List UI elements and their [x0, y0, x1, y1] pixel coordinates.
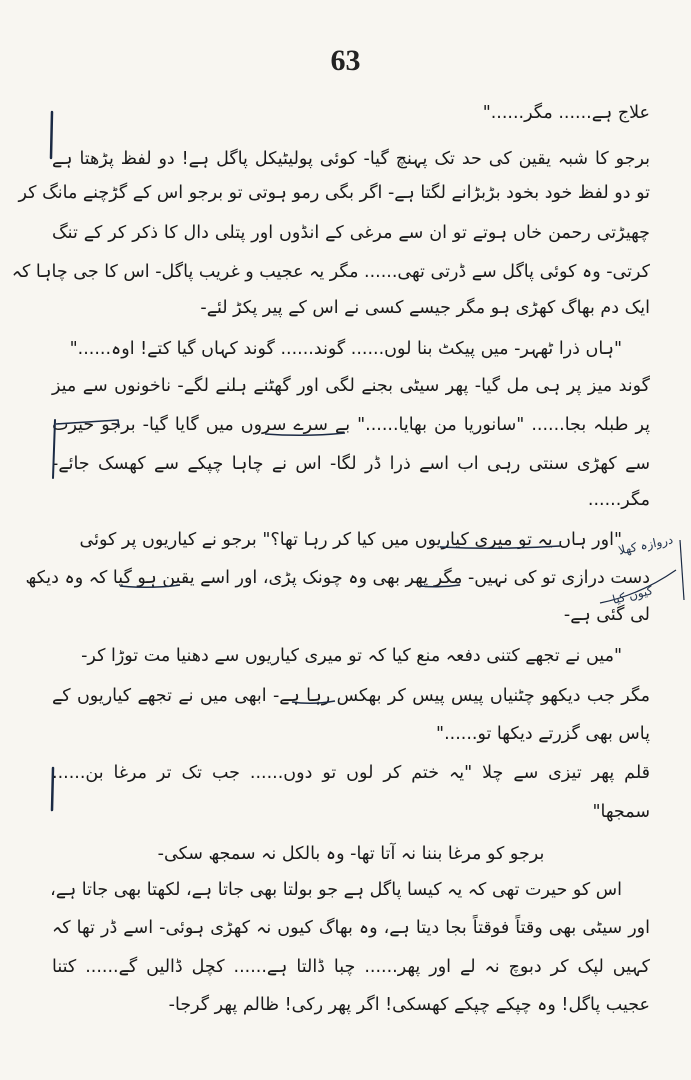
text-line: لی گئی ہے- — [563, 605, 650, 625]
text-line: کرتی- وہ کوئی پاگل سے ڈرتی تھی...... مگر یہ عجیب و غریب پاگل- اس کا جی چاہا کہ — [11, 262, 650, 282]
text-line: دست درازی تو کی نہیں- مگر پھر بھی وہ چونک پڑی، اور اسے یقین ہو گیا کہ وہ دیکھ — [25, 568, 650, 588]
text-line: اور سیٹی بھی وقتاً فوقتاً بجا دیتا ہے، وہ بھاگ کیوں نہ کھڑی ہوئی- اسے ڈر تھا کہ — [52, 918, 650, 938]
text-line: برجو کو مرغا بننا نہ آتا تھا- وہ بالکل نہ سمجھ سکی- — [157, 844, 545, 864]
text-line: مگر جب دیکھو چٹنیاں پیس پیس کر بھکس رہا ہے- ابھی میں نے تجھے کیاریوں کے — [52, 686, 650, 706]
text-line: پر طبلہ بجا...... "سانوریا من بھایا......" بے سرے سروں میں گایا گیا- برجو حیرت — [52, 415, 650, 435]
text-line: "میں نے تجھے کتنی دفعہ منع کیا کہ تو میری کیاریوں سے دھنیا مت توڑا کر- — [81, 646, 622, 666]
text-line: سے کھڑی سنتی رہی اب اسے ذرا ڈر لگا- اس نے چاہا چپکے سے کھسک جائے- — [52, 454, 650, 474]
text-line: گوند میز پر ہی مل گیا- پھر سیٹی بجنے لگی اور گھٹنے ہلنے لگے- ناخونوں سے میز — [52, 376, 650, 396]
text-line: برجو کا شبہ یقین کی حد تک پہنچ گیا- کوئی پولیٹیکل پاگل ہے! دو لفظ پڑھتا ہے — [52, 149, 650, 169]
text-line: تو دو لفظ خود بخود بڑبڑانے لگتا ہے- اگر بگی رمو ہوتی تو برجو اس کے گڑچنے مانگ کر — [18, 183, 650, 203]
text-line: مگر...... — [587, 490, 650, 510]
margin-note: کیوں کیا — [610, 583, 655, 607]
text-line: قلم پھر تیزی سے چلا "یہ ختم کر لوں تو دوں...... جب تک تر مرغا بن...... — [52, 763, 650, 783]
text-line: "اور ہاں یہ تو میری کیاریوں میں کیا کر رہا تھا؟" برجو نے کیاریوں پر کوئی — [79, 530, 622, 550]
text-line: عجیب پاگل! وہ چپکے چپکے کھسکی! اگر پھر رکی! ظالم پھر گرجا- — [168, 995, 650, 1015]
text-line: اس کو حیرت تھی کہ یہ کیسا پاگل ہے جو بولتا بھی جاتا ہے، لکھتا بھی جاتا ہے، — [50, 880, 622, 900]
margin-bracket-stroke — [680, 540, 684, 600]
margin-note: دروازہ کھلا — [617, 532, 675, 558]
text-line: "ہاں ذرا ٹھہر- میں پیکٹ بنا لوں...... گوند...... گوند کہاں گیا کتے! اوہ......" — [69, 339, 622, 359]
text-line: چھیڑتی رحمن خاں ہوتے تو ان سے مرغی کے انڈوں اور پتلی دال کا ذکر کر کے تنگ — [52, 223, 650, 243]
text-line: ایک دم بھاگ کھڑی ہو مگر جیسے کسی نے اس کے پیر پکڑ لئے- — [200, 298, 650, 318]
text-line: سمجھا" — [592, 802, 650, 822]
text-line: کہیں لپک کر دبوچ نہ لے اور پھر...... چبا ڈالتا ہے...... کچل ڈالیں گے...... کتنا — [52, 957, 650, 977]
page-number: 63 — [330, 44, 361, 77]
text-line: پاس بھی گزرتے دیکھا تو......" — [436, 724, 650, 744]
text-line: علاج ہے...... مگر......" — [482, 103, 650, 123]
